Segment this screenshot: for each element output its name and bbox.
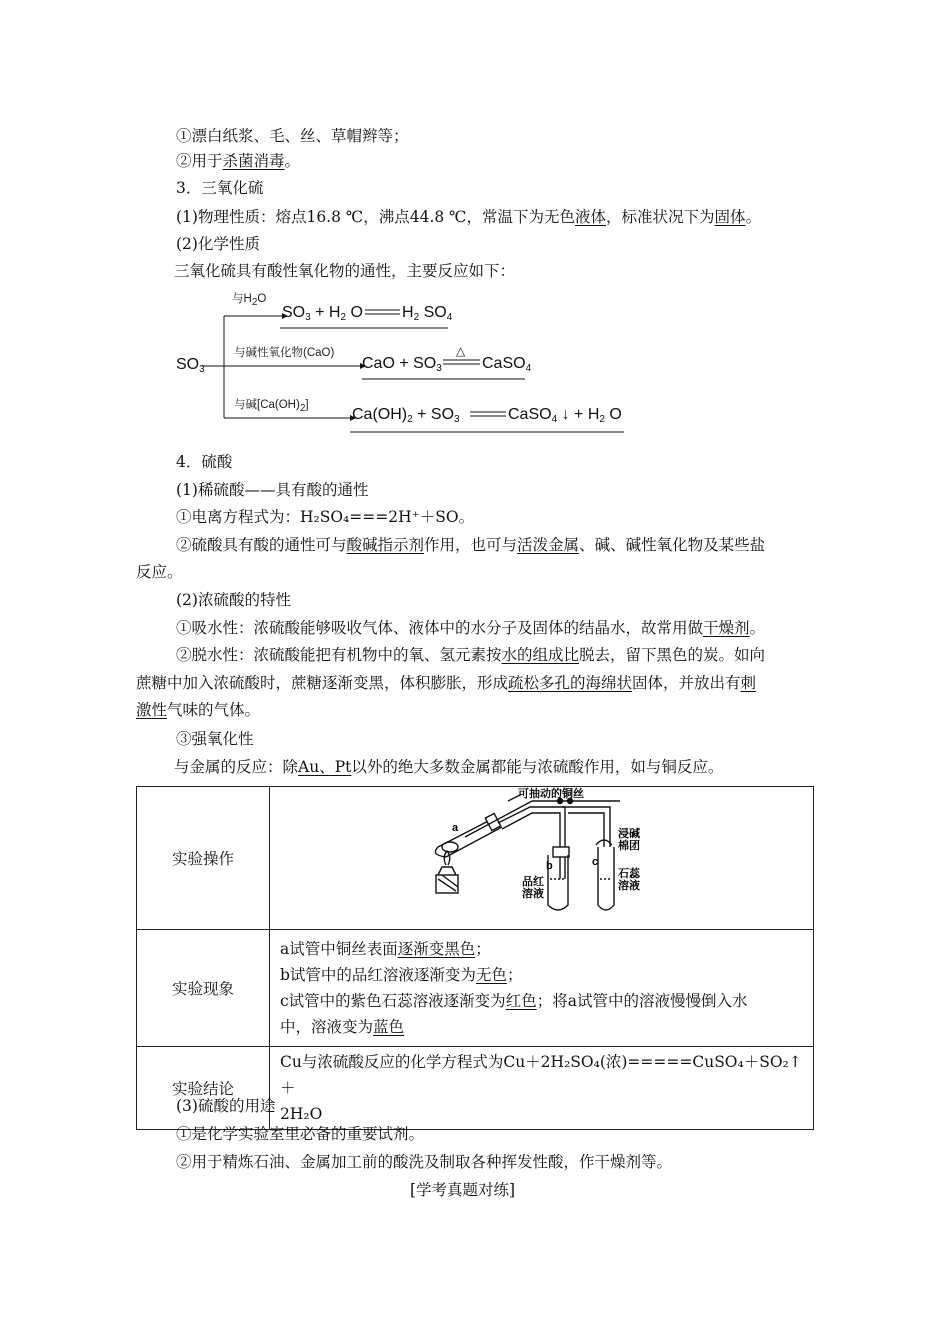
text-line: ②硫酸具有酸的通性可与酸碱指示剂作用，也可与活泼金属、碱、碱性氧化物及某些盐 [176, 536, 766, 554]
so3-center: $SO_3$ [176, 356, 205, 375]
text-line: ②用于精炼石油、金属加工前的酸洗及制取各种挥发性酸，作干燥剂等。 [176, 1153, 673, 1171]
text-line: (2)化学性质 [176, 235, 260, 253]
conclusion-line: 2H₂O [280, 1105, 323, 1123]
branch-label-basic-oxide: 与碱性氧化物(CaO) [234, 347, 335, 359]
conclusion-cell [270, 1047, 814, 1130]
observation-line: 中，溶液变为蓝色 [280, 1018, 405, 1036]
equation-1: $SO_3 + H_2$ O [282, 304, 363, 323]
text-line: 与金属的反应：除Au、Pt以外的绝大多数金属都能与浓硫酸作用，如与铜反应。 [174, 758, 724, 776]
text-line: ①吸水性：浓硫酸能够吸收气体、液体中的水分子及固体的结晶水，故常用做干燥剂。 [176, 619, 766, 637]
observation-line: a试管中铜丝表面逐渐变黑色； [280, 940, 491, 958]
table-row [137, 1047, 814, 1130]
section-heading: 4．硫酸 [176, 453, 233, 471]
text-line: ③强氧化性 [176, 730, 254, 748]
text-line: 激性气味的气体。 [136, 701, 261, 719]
text-line: 反应。 [136, 563, 183, 581]
text-line: ②用于杀菌消毒。 [176, 152, 301, 170]
text-line: (3)硫酸的用途 [176, 1097, 276, 1115]
text-line: 蔗糖中加入浓硫酸时，蔗糖逐渐变黑，体积膨胀，形成疏松多孔的海绵状固体，并放出有刺 [136, 674, 757, 692]
observation-line: b试管中的品红溶液逐渐变为无色； [280, 966, 523, 984]
label-rongye-c: 溶液 [618, 880, 640, 892]
text-line: (1)稀硫酸——具有酸的通性 [176, 481, 369, 499]
table-row-head: 实验操作 [137, 787, 270, 930]
section-footer: [学考真题对练] [410, 1181, 516, 1199]
label-c: c [592, 856, 599, 868]
label-rongye-b: 溶液 [522, 888, 544, 900]
label-b: b [546, 860, 553, 872]
label-copper-wire: 可抽动的铜丝 [518, 788, 584, 800]
label-jinjian: 浸碱 [618, 828, 640, 840]
equation-1-product: $H_2$ $SO_4$ [402, 304, 453, 323]
equation-2: CaO + $SO_3$ [362, 355, 442, 374]
label-miantuan: 棉团 [618, 840, 640, 852]
observation-line: c试管中的紫色石蕊溶液逐渐变为红色；将a试管中的溶液慢慢倒入水 [280, 992, 748, 1010]
reaction-scheme [170, 286, 640, 436]
heat-symbol: △ [456, 344, 466, 358]
equation-3: $Ca(OH)_2 + SO_3$ [352, 406, 460, 425]
branch-label-base: 与碱$[Ca(OH)_2]$ [234, 399, 309, 414]
equation-2-product: CaSO$_4$ [482, 355, 532, 374]
text-line: 三氧化硫具有酸性氧化物的通性，主要反应如下： [174, 262, 516, 280]
text-line: (1)物理性质：熔点16.8 ℃，沸点44.8 ℃，常温下为无色液体，标准状况下为固体。 [176, 208, 762, 226]
label-pinhong: 品红 [522, 876, 544, 888]
label-shirui: 石蕊 [618, 868, 640, 880]
text-line: (2)浓硫酸的特性 [176, 591, 291, 609]
apparatus-cell [270, 787, 814, 930]
label-a: a [452, 822, 459, 834]
table-row [137, 787, 814, 930]
apparatus-diagram [270, 787, 813, 921]
table-row [137, 930, 814, 1047]
experiment-table [136, 786, 814, 1130]
text-line: ①是化学实验室里必备的重要试剂。 [176, 1125, 425, 1143]
conclusion-line: Cu与浓硫酸反应的化学方程式为Cu＋2H₂SO₄(浓)=====CuSO₄＋SO₂↑＋ [280, 1053, 802, 1097]
table-row-head: 实验现象 [137, 930, 270, 1047]
text-line: ①电离方程式为：H₂SO₄===2H⁺＋SO。 [176, 508, 475, 526]
equation-3-product: CaSO$_4$ ↓ + $H_2$ O [508, 406, 622, 425]
section-heading: 3．三氧化硫 [176, 179, 264, 197]
text-line: ②脱水性：浓硫酸能把有机物中的氧、氢元素按水的组成比脱去，留下黑色的炭。如向 [176, 646, 766, 664]
table-row-head: 实验结论 [137, 1047, 270, 1130]
text-line: ①漂白纸浆、毛、丝、草帽辫等； [176, 127, 409, 145]
branch-label-water: 与$H_2O$ [232, 293, 267, 308]
observation-cell [270, 930, 814, 1047]
